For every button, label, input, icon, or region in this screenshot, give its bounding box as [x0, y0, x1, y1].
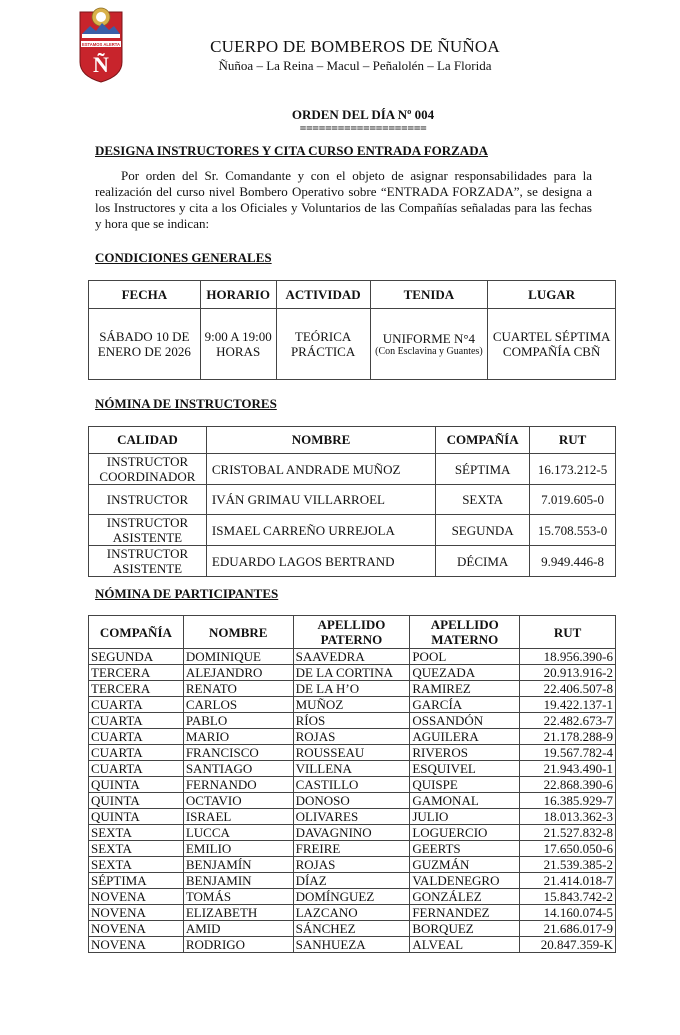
cell-rut: 19.567.782-4 — [520, 745, 616, 761]
cell-apellido-paterno: DONOSO — [293, 793, 410, 809]
cell-compania: SEXTA — [436, 485, 530, 515]
cell-nombre: RENATO — [183, 681, 293, 697]
cell-apellido-materno: FERNANDEZ — [410, 905, 520, 921]
cell-tenida — [370, 309, 488, 380]
participant-row — [89, 793, 616, 809]
cell-apellido-paterno: DOMÍNGUEZ — [293, 889, 410, 905]
cell-apellido-paterno: LAZCANO — [293, 905, 410, 921]
cell-nombre: TOMÁS — [183, 889, 293, 905]
cell-apellido-paterno: ROJAS — [293, 857, 410, 873]
cell-calidad: INSTRUCTOR COORDINADOR — [89, 454, 207, 485]
cell-rut: 20.913.916-2 — [520, 665, 616, 681]
cell-nombre: ISMAEL CARREÑO URREJOLA — [206, 515, 435, 546]
cell-rut: 17.650.050-6 — [520, 841, 616, 857]
cell-rut: 19.422.137-1 — [520, 697, 616, 713]
cell-apellido-materno: BORQUEZ — [410, 921, 520, 937]
header-compania: COMPAÑÍA — [89, 616, 184, 649]
cell-nombre: PABLO — [183, 713, 293, 729]
cell-compania: TERCERA — [89, 665, 184, 681]
cell-nombre: CRISTOBAL ANDRADE MUÑOZ — [206, 454, 435, 485]
cell-rut: 21.686.017-9 — [520, 921, 616, 937]
order-title-rule: ==================== — [299, 121, 427, 135]
cell-compania: CUARTA — [89, 729, 184, 745]
cell-apellido-paterno: DÍAZ — [293, 873, 410, 889]
cell-calidad: INSTRUCTOR ASISTENTE — [89, 515, 207, 546]
cell-nombre: RODRIGO — [183, 937, 293, 953]
cell-nombre: IVÁN GRIMAU VILLARROEL — [206, 485, 435, 515]
cell-rut: 21.539.385-2 — [520, 857, 616, 873]
cell-horario: 9:00 A 19:00 HORAS — [200, 309, 276, 380]
participant-row — [89, 745, 616, 761]
header-nombre: NOMBRE — [206, 427, 435, 454]
cell-compania: SEXTA — [89, 857, 184, 873]
cell-rut: 9.949.446-8 — [530, 546, 616, 577]
cell-apellido-materno: GEERTS — [410, 841, 520, 857]
cell-nombre: ISRAEL — [183, 809, 293, 825]
cell-apellido-paterno: FREIRE — [293, 841, 410, 857]
instructor-row — [89, 454, 616, 485]
cell-apellido-paterno: ROUSSEAU — [293, 745, 410, 761]
participant-row — [89, 937, 616, 953]
cell-rut: 22.482.673-7 — [520, 713, 616, 729]
cell-rut: 20.847.359-K — [520, 937, 616, 953]
cell-compania: QUINTA — [89, 777, 184, 793]
cell-apellido-materno: RAMIREZ — [410, 681, 520, 697]
cell-apellido-materno: POOL — [410, 649, 520, 665]
cell-compania: CUARTA — [89, 745, 184, 761]
cell-rut: 21.943.490-1 — [520, 761, 616, 777]
header-compania: COMPAÑÍA — [436, 427, 530, 454]
instructor-row — [89, 485, 616, 515]
cell-apellido-paterno: CASTILLO — [293, 777, 410, 793]
cell-apellido-paterno: DE LA CORTINA — [293, 665, 410, 681]
cell-apellido-materno: LOGUERCIO — [410, 825, 520, 841]
cell-apellido-materno: JULIO — [410, 809, 520, 825]
cell-apellido-paterno: MUÑOZ — [293, 697, 410, 713]
cell-compania: QUINTA — [89, 809, 184, 825]
cell-rut: 18.956.390-6 — [520, 649, 616, 665]
cell-rut: 22.868.390-6 — [520, 777, 616, 793]
cell-rut: 21.178.288-9 — [520, 729, 616, 745]
cell-nombre: BENJAMÍN — [183, 857, 293, 873]
header-fecha: FECHA — [89, 281, 201, 309]
cell-compania: NOVENA — [89, 937, 184, 953]
cell-nombre: LUCCA — [183, 825, 293, 841]
cell-rut: 22.406.507-8 — [520, 681, 616, 697]
cell-compania: NOVENA — [89, 889, 184, 905]
cell-nombre: EDUARDO LAGOS BERTRAND — [206, 546, 435, 577]
header-horario: HORARIO — [200, 281, 276, 309]
cell-apellido-materno: RIVEROS — [410, 745, 520, 761]
header-calidad: CALIDAD — [89, 427, 207, 454]
header-actividad: ACTIVIDAD — [276, 281, 370, 309]
instructor-row — [89, 515, 616, 546]
conditions-table — [88, 280, 616, 380]
order-paragraph: Por orden del Sr. Comandante y con el objeto de asignar responsabilidades para la realización del curso nivel Bombero Operativo sobre “ENTRADA FORZADA”, se designa a los Instructores y cita a los Oficiales y Voluntarios de las Compañías señaladas para las fechas y hora que se indican: — [95, 168, 592, 231]
cell-apellido-materno: AGUILERA — [410, 729, 520, 745]
cell-apellido-materno: GAMONAL — [410, 793, 520, 809]
cell-apellido-paterno: OLIVARES — [293, 809, 410, 825]
header-tenida: TENIDA — [370, 281, 488, 309]
logo-banner-text: ESTAMOS ALERTA — [81, 41, 121, 47]
conditions-heading: CONDICIONES GENERALES — [95, 250, 272, 265]
header-lugar: LUGAR — [488, 281, 616, 309]
participant-row — [89, 889, 616, 905]
cell-rut: 15.843.742-2 — [520, 889, 616, 905]
cell-apellido-paterno: VILLENA — [293, 761, 410, 777]
cell-rut: 21.527.832-8 — [520, 825, 616, 841]
cell-compania: NOVENA — [89, 905, 184, 921]
cell-apellido-materno: QUEZADA — [410, 665, 520, 681]
cell-nombre: CARLOS — [183, 697, 293, 713]
cell-apellido-materno: GUZMÁN — [410, 857, 520, 873]
header-apellido-paterno: APELLIDO PATERNO — [293, 616, 410, 649]
cell-apellido-paterno: SÁNCHEZ — [293, 921, 410, 937]
participant-row — [89, 841, 616, 857]
cell-compania: CUARTA — [89, 761, 184, 777]
cell-calidad: INSTRUCTOR — [89, 485, 207, 515]
cell-apellido-paterno: SAAVEDRA — [293, 649, 410, 665]
cell-compania: NOVENA — [89, 921, 184, 937]
cell-compania: CUARTA — [89, 713, 184, 729]
participant-row — [89, 681, 616, 697]
cell-nombre: MARIO — [183, 729, 293, 745]
cell-actividad: TEÓRICA PRÁCTICA — [276, 309, 370, 380]
cell-apellido-materno: GONZÁLEZ — [410, 889, 520, 905]
order-subject: DESIGNA INSTRUCTORES Y CITA CURSO ENTRADA FORZADA — [95, 143, 488, 158]
header-nombre: NOMBRE — [183, 616, 293, 649]
cell-rut: 16.173.212-5 — [530, 454, 616, 485]
order-title: ORDEN DEL DÍA Nº 004 — [291, 107, 435, 122]
participant-row — [89, 825, 616, 841]
cell-apellido-paterno: DAVAGNINO — [293, 825, 410, 841]
instructor-row — [89, 546, 616, 577]
cell-compania: SÉPTIMA — [89, 873, 184, 889]
participant-row — [89, 873, 616, 889]
tenida-value: UNIFORME N°4 — [382, 330, 476, 346]
cell-apellido-materno: OSSANDÓN — [410, 713, 520, 729]
cell-compania: DÉCIMA — [436, 546, 530, 577]
header-rut: RUT — [520, 616, 616, 649]
cell-apellido-materno: GARCÍA — [410, 697, 520, 713]
participant-row — [89, 761, 616, 777]
instructors-heading: NÓMINA DE INSTRUCTORES — [95, 396, 277, 411]
cell-rut: 21.414.018-7 — [520, 873, 616, 889]
participants-table — [88, 615, 616, 953]
participant-row — [89, 729, 616, 745]
participants-heading: NÓMINA DE PARTICIPANTES — [95, 586, 279, 601]
cell-compania: SEGUNDA — [436, 515, 530, 546]
instructors-header-row — [89, 427, 616, 454]
cell-compania: CUARTA — [89, 697, 184, 713]
participant-row — [89, 921, 616, 937]
organization-title: CUERPO DE BOMBEROS DE ÑUÑOA — [210, 37, 500, 56]
participants-header-row — [89, 616, 616, 649]
conditions-row — [89, 309, 616, 380]
participant-row — [89, 905, 616, 921]
cell-nombre: BENJAMIN — [183, 873, 293, 889]
cell-nombre: DOMINIQUE — [183, 649, 293, 665]
participant-row — [89, 777, 616, 793]
instructors-table — [88, 426, 616, 577]
participant-row — [89, 809, 616, 825]
participant-row — [89, 697, 616, 713]
logo-letter: Ñ — [93, 52, 109, 77]
cell-nombre: ELIZABETH — [183, 905, 293, 921]
participant-row — [89, 857, 616, 873]
cell-rut: 15.708.553-0 — [530, 515, 616, 546]
organization-communes: Ñuñoa – La Reina – Macul – Peñalolén – La Florida — [218, 58, 492, 73]
cell-calidad: INSTRUCTOR ASISTENTE — [89, 546, 207, 577]
cell-rut: 14.160.074-5 — [520, 905, 616, 921]
participant-row — [89, 649, 616, 665]
cell-apellido-materno: ALVEAL — [410, 937, 520, 953]
cell-rut: 16.385.929-7 — [520, 793, 616, 809]
cell-compania: SEGUNDA — [89, 649, 184, 665]
tenida-note: (Con Esclavina y Guantes) — [375, 345, 483, 357]
cell-nombre: ALEJANDRO — [183, 665, 293, 681]
cell-rut: 7.019.605-0 — [530, 485, 616, 515]
cell-compania: SÉPTIMA — [436, 454, 530, 485]
cell-compania: QUINTA — [89, 793, 184, 809]
cell-apellido-paterno: SANHUEZA — [293, 937, 410, 953]
conditions-header-row — [89, 281, 616, 309]
cell-nombre: OCTAVIO — [183, 793, 293, 809]
cell-apellido-paterno: DE LA H’O — [293, 681, 410, 697]
cell-apellido-materno: VALDENEGRO — [410, 873, 520, 889]
cell-lugar: CUARTEL SÉPTIMA COMPAÑÍA CBÑ — [488, 309, 616, 380]
cell-compania: SEXTA — [89, 841, 184, 857]
header-rut: RUT — [530, 427, 616, 454]
cell-nombre: SANTIAGO — [183, 761, 293, 777]
cell-nombre: FERNANDO — [183, 777, 293, 793]
participant-row — [89, 713, 616, 729]
cell-compania: TERCERA — [89, 681, 184, 697]
cell-apellido-materno: QUISPE — [410, 777, 520, 793]
cell-nombre: AMID — [183, 921, 293, 937]
cell-rut: 18.013.362-3 — [520, 809, 616, 825]
cell-nombre: FRANCISCO — [183, 745, 293, 761]
cell-apellido-materno: ESQUIVEL — [410, 761, 520, 777]
cell-apellido-paterno: ROJAS — [293, 729, 410, 745]
participant-row — [89, 665, 616, 681]
cell-apellido-paterno: RÍOS — [293, 713, 410, 729]
header-apellido-materno: APELLIDO MATERNO — [410, 616, 520, 649]
cell-nombre: EMILIO — [183, 841, 293, 857]
cell-fecha: SÁBADO 10 DE ENERO DE 2026 — [89, 309, 201, 380]
cell-compania: SEXTA — [89, 825, 184, 841]
